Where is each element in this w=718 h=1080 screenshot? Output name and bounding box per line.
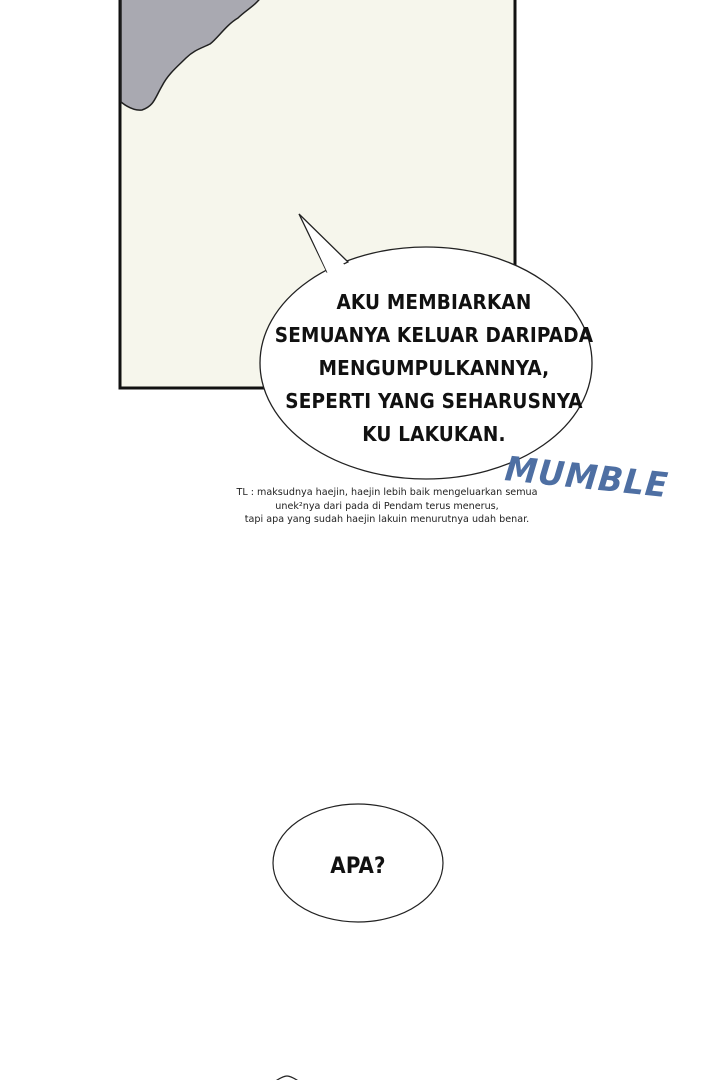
next-bubble-edge [274, 1076, 300, 1080]
speech-bubble-2-text [276, 852, 440, 882]
speech-line: MENGUMPULKANNYA, [318, 356, 550, 380]
translator-note-line: TL : maksudnya haejin, haejin lebih baik mengeluarkan semua [236, 487, 538, 498]
speech-line: SEMUANYA KELUAR DARIPADA [274, 323, 594, 347]
translator-note [222, 486, 552, 527]
translator-note-line: unek²nya dari pada di Pendam terus menerus, [275, 500, 499, 512]
mumble-sfx: MUMBLE [503, 449, 679, 507]
speech-bubble-1-text [272, 286, 596, 451]
speech-line: APA? [330, 854, 386, 879]
speech-line: SEPERTI YANG SEHARUSNYA [285, 389, 583, 413]
speech-line: AKU MEMBIARKAN [336, 290, 532, 314]
translator-note-line: tapi apa yang sudah haejin lakuin menurutnya udah benar. [244, 514, 530, 525]
speech-line: KU LAKUKAN. [362, 422, 506, 446]
